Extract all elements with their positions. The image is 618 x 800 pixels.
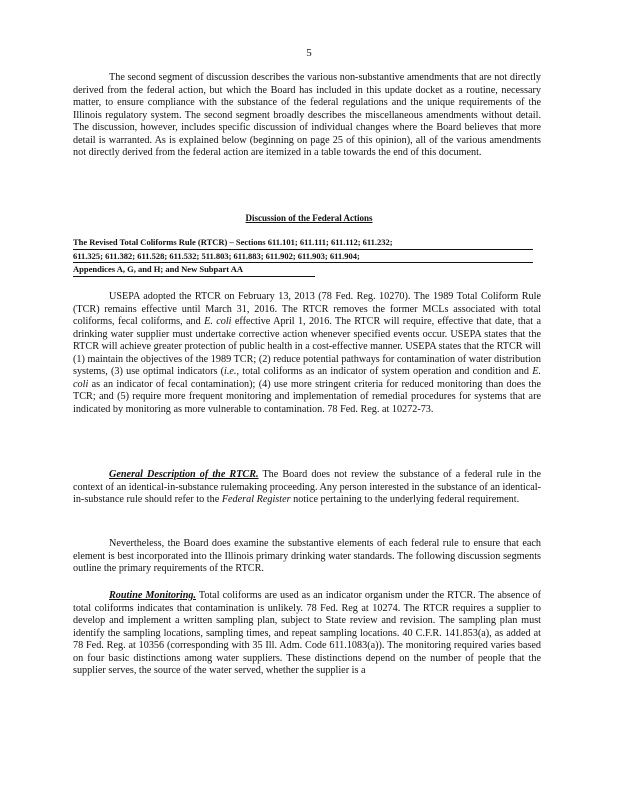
paragraph-usepa-text-d: as an indicator of fecal contamination); (4) use more stringent criteria for reduced monitoring than does the TCR; and (5) require more frequent monitoring and implementation of remedial procedures for systems that are indicated by monitoring as more vulnerable to contamination. 78 Fed. Reg. at 10272-73.	[73, 378, 541, 415]
section-heading	[0, 213, 618, 223]
paragraph-routine-monitoring	[73, 590, 541, 678]
ie-term: i.e.	[224, 366, 237, 378]
paragraph-usepa-text-c: , total coliforms as an indicator of system operation and condition and	[236, 366, 533, 378]
rtcr-section-line-2: 611.325; 611.382; 611.528; 611.532; 511.803; 611.883; 611.902; 611.903; 611.904;	[73, 250, 533, 264]
page-number: 5	[306, 47, 312, 59]
general-description-text-a: The Board does not review the substance of a federal rule in the context of an identical-in-substance rulemaking proceeding. Any person interested in the substance of an identical-in-substance rule should refer to the	[73, 469, 541, 506]
paragraph-usepa-text-b: effective April 1, 2016. The RTCR will require, effective that date, that a drinking water supplier must undertake corrective action whenever specified events occur. USEPA states that the RTCR will achieve greater protection of public health in a cost-effective manner. USEPA states that the RTCR will (1) maintain the objectives of the 1989 TCR; (2) reduce potential pathways for contamination of water distribution systems, (3) use optimal indicators (	[73, 316, 541, 378]
section-heading-text: Discussion of the Federal Actions	[245, 213, 373, 223]
rtcr-section-list	[73, 236, 533, 277]
routine-monitoring-heading: Routine Monitoring.	[109, 590, 197, 601]
paragraph-usepa-text-a: USEPA adopted the RTCR on February 13, 2013 (78 Fed. Reg. 10270). The 1989 Total Coliform Rule (TCR) remains effective until March 31, 2016. The RTCR removes the former MCLs associated with total coliforms, fecal coliforms, and	[73, 291, 541, 328]
ecoli-term: E. coli	[204, 316, 232, 328]
rtcr-section-line-1: The Revised Total Coliforms Rule (RTCR) – Sections 611.101; 611.111; 611.112; 611.232;	[73, 236, 533, 250]
general-description-text-b: notice pertaining to the underlying federal requirement.	[290, 494, 520, 506]
paragraph-nevertheless: Nevertheless, the Board does examine the substantive elements of each federal rule to ensure that each element is best incorporated into the Illinois primary drinking water standards. The following discussion segments outline the primary requirements of the RTCR.	[73, 538, 541, 575]
general-description-heading: General Description of the RTCR.	[109, 469, 259, 480]
ecoli-term: E. coli	[73, 366, 541, 390]
paragraph-second-segment: The second segment of discussion describes the various non-substantive amendments that are not directly derived from the federal action, but which the Board has included in this update docket as a routine, necessary matter, to ensure compliance with the substance of the federal regulations and the unique requirements of the Illinois regulatory system. The second segment broadly describes the miscellaneous amendments without detail. The discussion, however, includes specific discussion of individual changes where the Board believes that more detail is warranted. As is explained below (beginning on page 25 of this opinion), all of the various amendments not directly derived from the federal action are itemized in a table towards the end of this document.	[73, 72, 541, 159]
paragraph-general-description	[73, 469, 541, 507]
rtcr-section-line-3: Appendices A, G, and H; and New Subpart AA	[73, 263, 315, 277]
paragraph-usepa-adopted	[73, 291, 541, 416]
routine-monitoring-text: Total coliforms are used as an indicator organism under the RTCR. The absence of total coliforms indicates that contamination is unlikely. 78 Fed. Reg at 10274. The RTCR requires a supplier to develop and implement a written sampling plan, subject to State review and revision. The sampling plan must identify the sampling locations, sampling times, and repeat sampling locations. 40 C.F.R. 141.853(a), as added at 78 Fed. Reg. at 10356 (corresponding with 35 Ill. Adm. Code 611.1083(a)). The monitoring required varies based on four basic distinctions among water suppliers. These distinctions depend on the number of people that the supplier serves, the source of the water served, whether the supplier is a	[73, 590, 542, 677]
federal-register-term: Federal Register	[221, 494, 291, 506]
